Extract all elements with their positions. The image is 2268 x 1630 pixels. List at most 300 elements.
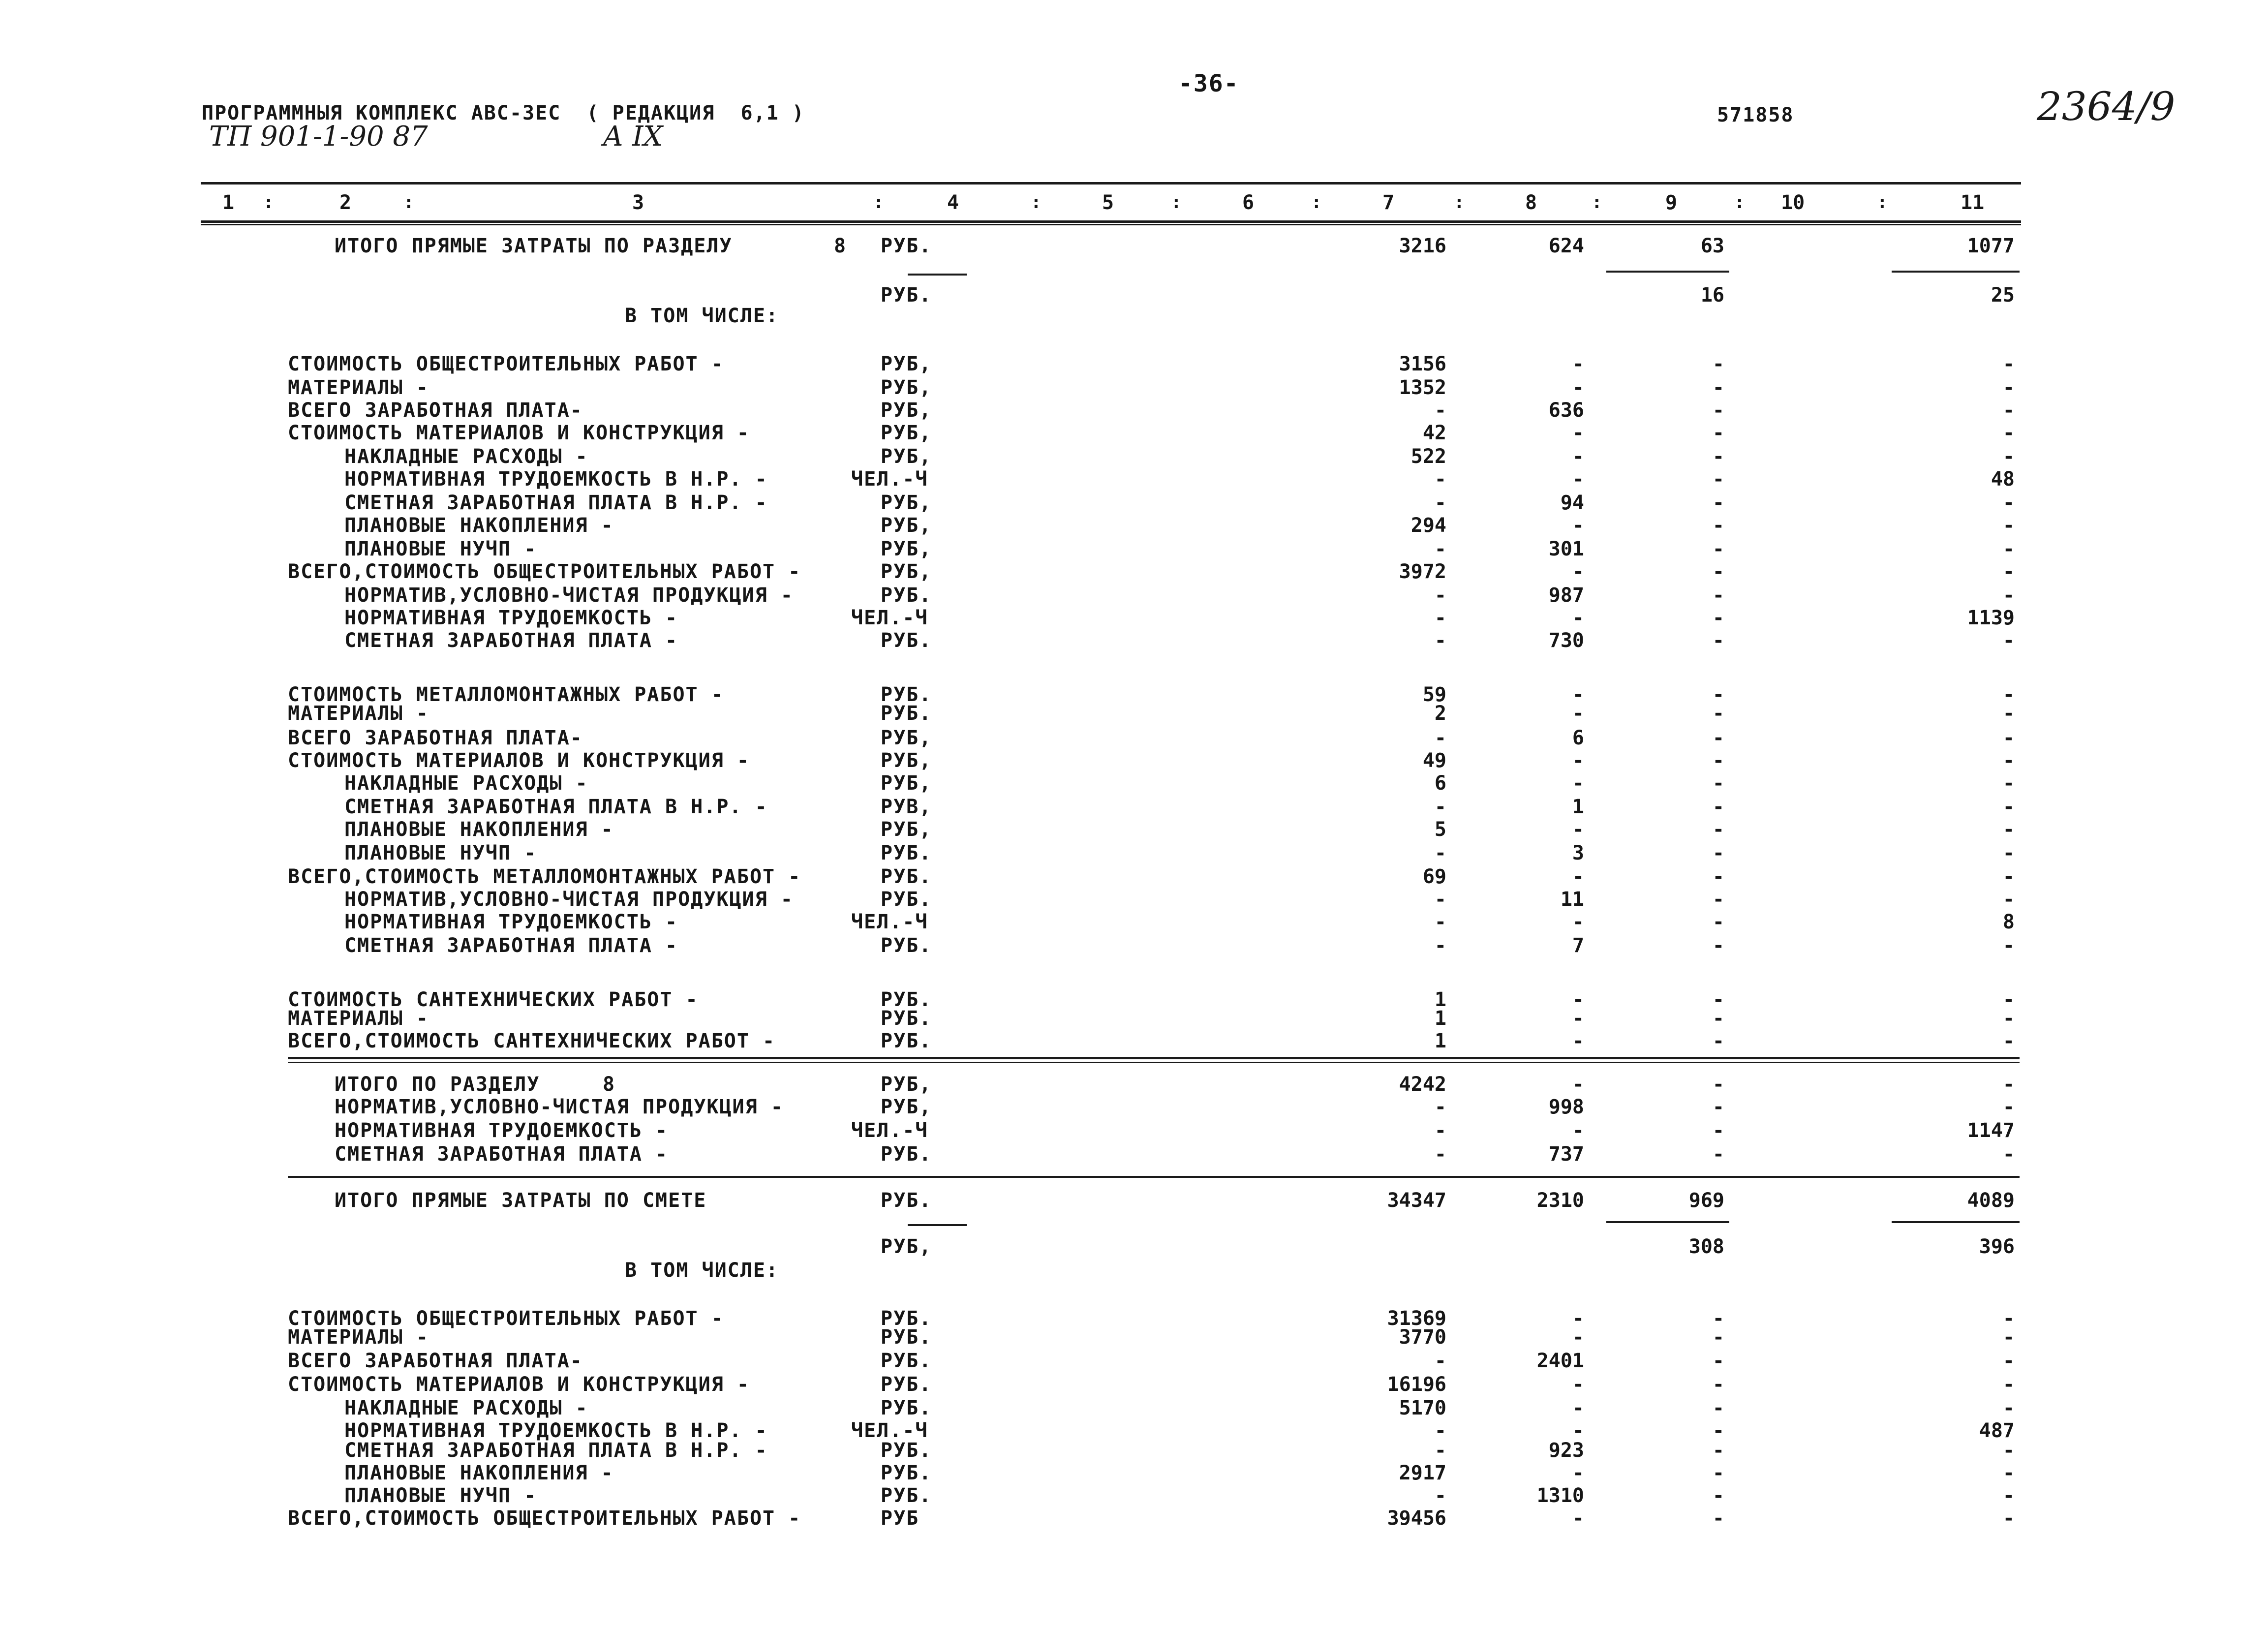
- unit-cell: РУБ.: [881, 1143, 932, 1166]
- row-label: НОРМАТИВНАЯ ТРУДОЕМКОСТЬ В Н.Р. -: [344, 468, 768, 491]
- value-c9: -: [1712, 353, 1724, 375]
- value-c9: -: [1712, 1439, 1724, 1462]
- row-label: НАКЛАДНЫЕ РАСХОДЫ -: [344, 445, 588, 468]
- unit-cell: РУБ,: [881, 353, 932, 375]
- value-c7: 3972: [1399, 560, 1446, 583]
- value-c8: -: [1572, 514, 1584, 537]
- unit-cell: РУБ.: [881, 1307, 932, 1330]
- unit-cell: РУБ,: [881, 1235, 932, 1258]
- value-c9: -: [1712, 1507, 1724, 1530]
- value-c9: -: [1712, 1073, 1724, 1096]
- value-c8: -: [1572, 1119, 1584, 1142]
- value-c11: -: [2002, 353, 2015, 375]
- value-c9: 308: [1688, 1235, 1724, 1258]
- row-label: НОРМАТИВ,УСЛОВНО-ЧИСТАЯ ПРОДУКЦИЯ -: [344, 584, 794, 607]
- unit-cell: РУБ.: [881, 1373, 932, 1396]
- unit-cell: РУБ.: [881, 988, 932, 1011]
- unit-cell: РУБ,: [881, 727, 932, 749]
- unit-cell: РУБ.: [881, 888, 932, 911]
- value-c11: 25: [1991, 284, 2015, 307]
- value-c11: -: [2002, 514, 2015, 537]
- value-c8: -: [1572, 702, 1584, 725]
- column-header-8: 8: [1525, 191, 1537, 214]
- value-c11: -: [2002, 1143, 2015, 1166]
- value-c11: -: [2002, 1484, 2015, 1507]
- unit-cell: РУБ.: [881, 934, 932, 957]
- row-label: ВСЕГО,СТОИМОСТЬ МЕТАЛЛОМОНТАЖНЫХ РАБОТ -: [288, 865, 801, 888]
- column-header-1: 1: [222, 191, 235, 214]
- unit-cell: РУБ,: [881, 772, 932, 795]
- row-label: СМЕТНАЯ ЗАРАБОТНАЯ ПЛАТА В Н.Р. -: [344, 492, 768, 514]
- value-c8: -: [1572, 422, 1584, 444]
- unit-cell: РУБ.: [881, 1350, 932, 1372]
- column-header-3: 3: [632, 191, 644, 214]
- sheet-mark: 2364/9: [2037, 84, 2176, 129]
- value-c7: 69: [1422, 865, 1446, 888]
- unit-cell: РУБ,: [881, 560, 932, 583]
- header-top-rule: [201, 182, 2021, 185]
- unit-cell: РУБ.: [881, 1030, 932, 1052]
- value-c7: 2: [1434, 702, 1446, 725]
- value-c8: -: [1572, 683, 1584, 706]
- row-label: ИТОГО ПО РАЗДЕЛУ: [335, 1073, 540, 1096]
- unit-cell: РУБ,: [881, 538, 932, 560]
- separator-rule: [908, 1224, 967, 1226]
- column-separator: :: [1171, 192, 1182, 213]
- unit-cell: РУБ.: [881, 1439, 932, 1462]
- unit-cell: РУВ,: [881, 796, 932, 818]
- project-code: ТП 901-1-90 87: [209, 121, 428, 153]
- value-c8: -: [1572, 772, 1584, 795]
- value-c11: -: [2002, 796, 2015, 818]
- unit-cell: РУБ.: [881, 584, 932, 607]
- page-number: -36-: [1178, 70, 1239, 97]
- value-c11: -: [2002, 988, 2015, 1011]
- value-c11: -: [2002, 772, 2015, 795]
- value-c11: -: [2002, 1462, 2015, 1484]
- unit-cell: РУБ.: [881, 683, 932, 706]
- value-c8: -: [1572, 468, 1584, 491]
- row-label: МАТЕРИАЛЫ -: [288, 702, 429, 725]
- value-c8: -: [1572, 818, 1584, 841]
- separator-rule: [201, 224, 2021, 225]
- value-c7: 1: [1434, 1007, 1446, 1030]
- value-c9: 969: [1688, 1189, 1724, 1212]
- value-c9: -: [1712, 538, 1724, 560]
- row-label: ВСЕГО ЗАРАБОТНАЯ ПЛАТА-: [288, 399, 583, 422]
- row-label: ВСЕГО ЗАРАБОТНАЯ ПЛАТА-: [288, 1350, 583, 1372]
- value-c8: 737: [1548, 1143, 1584, 1166]
- value-c9: -: [1712, 1419, 1724, 1442]
- value-c9: -: [1712, 514, 1724, 537]
- value-c11: -: [2002, 1030, 2015, 1052]
- row-label: СМЕТНАЯ ЗАРАБОТНАЯ ПЛАТА В Н.Р. -: [344, 1439, 768, 1462]
- value-c11: -: [2002, 376, 2015, 399]
- value-c9: -: [1712, 376, 1724, 399]
- value-c8: -: [1572, 1462, 1584, 1484]
- value-c7: 3770: [1399, 1326, 1446, 1349]
- unit-cell: РУБ.: [881, 629, 932, 652]
- value-c11: -: [2002, 702, 2015, 725]
- value-c7: -: [1434, 492, 1446, 514]
- value-c8: 3: [1572, 842, 1584, 864]
- unit-cell: РУБ,: [881, 749, 932, 772]
- unit-cell: РУБ.: [881, 1007, 932, 1030]
- value-c8: -: [1572, 1030, 1584, 1052]
- value-c11: -: [2002, 749, 2015, 772]
- value-c7: 1: [1434, 988, 1446, 1011]
- row-label: ПЛАНОВЫЕ НУЧП -: [344, 842, 537, 864]
- value-c7: -: [1434, 796, 1446, 818]
- row-label: СТОИМОСТЬ САНТЕХНИЧЕСКИХ РАБОТ -: [288, 988, 699, 1011]
- value-c9: -: [1712, 988, 1724, 1011]
- value-c8: -: [1572, 749, 1584, 772]
- value-c9: -: [1712, 1350, 1724, 1372]
- value-c7: 49: [1422, 749, 1446, 772]
- value-c8: -: [1572, 1326, 1584, 1349]
- value-c11: 48: [1991, 468, 2015, 491]
- value-c7: -: [1434, 629, 1446, 652]
- value-c11: -: [2002, 842, 2015, 864]
- row-label: СТОИМОСТЬ МАТЕРИАЛОВ И КОНСТРУКЦИЯ -: [288, 422, 750, 444]
- unit-cell: РУБ.: [881, 1484, 932, 1507]
- separator-rule: [288, 1062, 2020, 1063]
- unit-cell: РУБ,: [881, 1073, 932, 1096]
- document-code: 571858: [1717, 104, 1794, 126]
- value-c7: -: [1434, 1350, 1446, 1372]
- separator-rule: [288, 1057, 2020, 1059]
- unit-cell: РУБ,: [881, 492, 932, 514]
- value-c7: 522: [1410, 445, 1446, 468]
- value-c7: 6: [1434, 772, 1446, 795]
- value-c11: -: [2002, 445, 2015, 468]
- row-label: СТОИМОСТЬ МАТЕРИАЛОВ И КОНСТРУКЦИЯ -: [288, 749, 750, 772]
- separator-rule: [1892, 1221, 2020, 1223]
- unit-cell: РУБ,: [881, 1096, 932, 1118]
- value-c8: -: [1572, 607, 1584, 629]
- value-c8: -: [1572, 1307, 1584, 1330]
- row-label: СМЕТНАЯ ЗАРАБОТНАЯ ПЛАТА -: [344, 934, 678, 957]
- separator-rule: [1606, 1221, 1729, 1223]
- value-c9: -: [1712, 445, 1724, 468]
- column-separator: :: [873, 192, 884, 213]
- value-c11: 4089: [1967, 1189, 2015, 1212]
- value-c9: -: [1712, 399, 1724, 422]
- column-header-2: 2: [339, 191, 352, 214]
- section-number: 8: [834, 235, 847, 257]
- row-label: СТОИМОСТЬ ОБЩЕСТРОИТЕЛЬНЫХ РАБОТ -: [288, 1307, 724, 1330]
- value-c7: 294: [1410, 514, 1446, 537]
- header-bottom-rule: [201, 220, 2021, 223]
- unit-cell: ЧЕЛ.-Ч: [851, 607, 928, 629]
- value-c11: -: [2002, 1007, 2015, 1030]
- unit-cell: РУБ,: [881, 399, 932, 422]
- column-separator: :: [1031, 192, 1042, 213]
- value-c9: -: [1712, 934, 1724, 957]
- row-label: МАТЕРИАЛЫ -: [288, 1326, 429, 1349]
- unit-cell: РУБ,: [881, 514, 932, 537]
- value-c11: 487: [1979, 1419, 2015, 1442]
- value-c8: -: [1572, 1007, 1584, 1030]
- value-c11: -: [2002, 888, 2015, 911]
- row-label: ИТОГО ПРЯМЫЕ ЗАТРАТЫ ПО РАЗДЕЛУ: [335, 235, 733, 257]
- row-label: НОРМАТИВ,УСЛОВНО-ЧИСТАЯ ПРОДУКЦИЯ -: [335, 1096, 784, 1118]
- row-label: НОРМАТИВНАЯ ТРУДОЕМКОСТЬ В Н.Р. -: [344, 1419, 768, 1442]
- value-c11: -: [2002, 934, 2015, 957]
- column-header-7: 7: [1382, 191, 1395, 214]
- value-c11: -: [2002, 818, 2015, 841]
- value-c9: -: [1712, 1030, 1724, 1052]
- unit-cell: РУБ,: [881, 376, 932, 399]
- value-c11: -: [2002, 727, 2015, 749]
- value-c11: -: [2002, 1507, 2015, 1530]
- section-number: 8: [603, 1073, 616, 1096]
- value-c8: -: [1572, 1507, 1584, 1530]
- unit-cell: РУБ.: [881, 235, 932, 257]
- column-separator: :: [1311, 192, 1322, 213]
- unit-cell: РУБ,: [881, 818, 932, 841]
- value-c7: 42: [1422, 422, 1446, 444]
- value-c7: 3216: [1399, 235, 1446, 257]
- row-label: ПЛАНОВЫЕ НАКОПЛЕНИЯ -: [344, 818, 614, 841]
- unit-cell: ЧЕЛ.-Ч: [851, 911, 928, 933]
- album-number: А IX: [603, 121, 663, 153]
- value-c8: 1310: [1536, 1484, 1584, 1507]
- value-c7: 31369: [1387, 1307, 1446, 1330]
- value-c9: -: [1712, 492, 1724, 514]
- column-header-5: 5: [1102, 191, 1114, 214]
- row-label: НАКЛАДНЫЕ РАСХОДЫ -: [344, 772, 588, 795]
- value-c8: -: [1572, 560, 1584, 583]
- value-c9: -: [1712, 1007, 1724, 1030]
- value-c11: 1139: [1967, 607, 2015, 629]
- unit-cell: РУБ.: [881, 284, 932, 307]
- value-c9: -: [1712, 911, 1724, 933]
- program-title: ПРОГРАММНЫЯ КОМПЛЕКС АВС-3ЕС ( РЕДАКЦИЯ 6,1 ): [202, 102, 805, 124]
- value-c7: 34347: [1387, 1189, 1446, 1212]
- column-separator: :: [1877, 192, 1888, 213]
- value-c9: -: [1712, 1307, 1724, 1330]
- value-c8: 923: [1548, 1439, 1584, 1462]
- value-c7: -: [1434, 842, 1446, 864]
- value-c8: -: [1572, 376, 1584, 399]
- value-c9: -: [1712, 1484, 1724, 1507]
- row-label: ПЛАНОВЫЕ НУЧП -: [344, 538, 537, 560]
- value-c11: 396: [1979, 1235, 2015, 1258]
- column-header-9: 9: [1665, 191, 1678, 214]
- row-label: НОРМАТИВНАЯ ТРУДОЕМКОСТЬ -: [335, 1119, 669, 1142]
- value-c11: -: [2002, 399, 2015, 422]
- value-c8: 11: [1560, 888, 1584, 911]
- column-header-10: 10: [1781, 191, 1805, 214]
- unit-cell: ЧЕЛ.-Ч: [851, 1419, 928, 1442]
- value-c8: -: [1572, 1397, 1584, 1419]
- value-c9: -: [1712, 1096, 1724, 1118]
- value-c11: -: [2002, 865, 2015, 888]
- unit-cell: ЧЕЛ.-Ч: [851, 468, 928, 491]
- row-label: ИТОГО ПРЯМЫЕ ЗАТРАТЫ ПО СМЕТЕ: [335, 1189, 707, 1212]
- value-c9: -: [1712, 888, 1724, 911]
- value-c7: 2917: [1399, 1462, 1446, 1484]
- value-c9: -: [1712, 1397, 1724, 1419]
- unit-cell: ЧЕЛ.-Ч: [851, 1119, 928, 1142]
- value-c11: -: [2002, 1397, 2015, 1419]
- column-header-11: 11: [1961, 191, 1985, 214]
- value-c9: -: [1712, 865, 1724, 888]
- value-c11: -: [2002, 1096, 2015, 1118]
- row-label: ПЛАНОВЫЕ НАКОПЛЕНИЯ -: [344, 1462, 614, 1484]
- value-c9: 63: [1700, 235, 1724, 257]
- row-label: НАКЛАДНЫЕ РАСХОДЫ -: [344, 1397, 588, 1419]
- unit-cell: РУБ,: [881, 422, 932, 444]
- row-label: СМЕТНАЯ ЗАРАБОТНАЯ ПЛАТА В Н.Р. -: [344, 796, 768, 818]
- unit-cell: РУБ.: [881, 1462, 932, 1484]
- value-c11: -: [2002, 422, 2015, 444]
- value-c7: 5170: [1399, 1397, 1446, 1419]
- value-c8: -: [1572, 353, 1584, 375]
- value-c8: 7: [1572, 934, 1584, 957]
- value-c9: -: [1712, 422, 1724, 444]
- column-separator: :: [1454, 192, 1465, 213]
- value-c9: -: [1712, 772, 1724, 795]
- value-c7: -: [1434, 888, 1446, 911]
- row-label: В ТОМ ЧИСЛЕ:: [625, 1259, 779, 1282]
- row-label: НОРМАТИВ,УСЛОВНО-ЧИСТАЯ ПРОДУКЦИЯ -: [344, 888, 794, 911]
- value-c9: -: [1712, 1462, 1724, 1484]
- value-c7: -: [1434, 399, 1446, 422]
- value-c7: -: [1434, 1096, 1446, 1118]
- value-c8: 730: [1548, 629, 1584, 652]
- value-c7: -: [1434, 1439, 1446, 1462]
- column-separator: :: [263, 192, 274, 213]
- value-c11: 8: [2002, 911, 2015, 933]
- row-label: НОРМАТИВНАЯ ТРУДОЕМКОСТЬ -: [344, 607, 678, 629]
- value-c7: 1352: [1399, 376, 1446, 399]
- value-c9: -: [1712, 842, 1724, 864]
- value-c7: 5: [1434, 818, 1446, 841]
- value-c9: -: [1712, 1373, 1724, 1396]
- value-c9: -: [1712, 607, 1724, 629]
- value-c11: -: [2002, 560, 2015, 583]
- separator-rule: [1606, 271, 1729, 273]
- unit-cell: РУБ.: [881, 1326, 932, 1349]
- row-label: СМЕТНАЯ ЗАРАБОТНАЯ ПЛАТА -: [335, 1143, 669, 1166]
- value-c7: -: [1434, 1484, 1446, 1507]
- value-c8: -: [1572, 1419, 1584, 1442]
- value-c9: -: [1712, 749, 1724, 772]
- value-c7: -: [1434, 934, 1446, 957]
- value-c11: 1077: [1967, 235, 2015, 257]
- unit-cell: РУБ.: [881, 1189, 932, 1212]
- value-c7: 4242: [1399, 1073, 1446, 1096]
- unit-cell: РУБ.: [881, 865, 932, 888]
- value-c9: -: [1712, 683, 1724, 706]
- value-c8: 1: [1572, 796, 1584, 818]
- row-label: СТОИМОСТЬ МЕТАЛЛОМОНТАЖНЫХ РАБОТ -: [288, 683, 724, 706]
- separator-rule: [1892, 271, 2020, 273]
- value-c9: -: [1712, 727, 1724, 749]
- row-label: ВСЕГО,СТОИМОСТЬ ОБЩЕСТРОИТЕЛЬНЫХ РАБОТ -: [288, 560, 801, 583]
- value-c9: -: [1712, 702, 1724, 725]
- value-c11: -: [2002, 538, 2015, 560]
- unit-cell: РУБ.: [881, 842, 932, 864]
- value-c11: -: [2002, 1073, 2015, 1096]
- value-c8: 624: [1548, 235, 1584, 257]
- row-label: ПЛАНОВЫЕ НАКОПЛЕНИЯ -: [344, 514, 614, 537]
- value-c7: -: [1434, 911, 1446, 933]
- value-c7: 59: [1422, 683, 1446, 706]
- value-c8: 2310: [1536, 1189, 1584, 1212]
- value-c11: -: [2002, 683, 2015, 706]
- value-c7: 1: [1434, 1030, 1446, 1052]
- value-c8: 2401: [1536, 1350, 1584, 1372]
- unit-cell: РУБ.: [881, 702, 932, 725]
- unit-cell: РУБ: [881, 1507, 919, 1530]
- value-c8: -: [1572, 988, 1584, 1011]
- value-c8: 6: [1572, 727, 1584, 749]
- value-c9: -: [1712, 1119, 1724, 1142]
- value-c9: -: [1712, 796, 1724, 818]
- column-header-6: 6: [1242, 191, 1255, 214]
- value-c11: -: [2002, 584, 2015, 607]
- value-c9: -: [1712, 468, 1724, 491]
- value-c7: -: [1434, 1143, 1446, 1166]
- row-label: НОРМАТИВНАЯ ТРУДОЕМКОСТЬ -: [344, 911, 678, 933]
- value-c11: -: [2002, 629, 2015, 652]
- value-c8: -: [1572, 445, 1584, 468]
- value-c11: -: [2002, 1439, 2015, 1462]
- value-c8: -: [1572, 1073, 1584, 1096]
- unit-cell: РУБ.: [881, 1397, 932, 1419]
- value-c7: -: [1434, 584, 1446, 607]
- value-c8: 987: [1548, 584, 1584, 607]
- column-separator: :: [1592, 192, 1602, 213]
- row-label: ПЛАНОВЫЕ НУЧП -: [344, 1484, 537, 1507]
- value-c8: -: [1572, 911, 1584, 933]
- unit-cell: РУБ,: [881, 445, 932, 468]
- value-c11: -: [2002, 1307, 2015, 1330]
- row-label: ВСЕГО ЗАРАБОТНАЯ ПЛАТА-: [288, 727, 583, 749]
- value-c7: -: [1434, 1419, 1446, 1442]
- value-c9: -: [1712, 1143, 1724, 1166]
- separator-rule: [908, 274, 967, 276]
- value-c9: -: [1712, 1326, 1724, 1349]
- value-c7: 3156: [1399, 353, 1446, 375]
- row-label: В ТОМ ЧИСЛЕ:: [625, 305, 779, 327]
- value-c7: -: [1434, 1119, 1446, 1142]
- value-c9: -: [1712, 584, 1724, 607]
- value-c11: -: [2002, 492, 2015, 514]
- value-c7: -: [1434, 538, 1446, 560]
- column-separator: :: [1734, 192, 1745, 213]
- value-c8: 94: [1560, 492, 1584, 514]
- value-c11: -: [2002, 1373, 2015, 1396]
- row-label: СТОИМОСТЬ МАТЕРИАЛОВ И КОНСТРУКЦИЯ -: [288, 1373, 750, 1396]
- column-separator: :: [403, 192, 414, 213]
- row-label: ВСЕГО,СТОИМОСТЬ ОБЩЕСТРОИТЕЛЬНЫХ РАБОТ -: [288, 1507, 801, 1530]
- value-c8: 301: [1548, 538, 1584, 560]
- value-c7: -: [1434, 607, 1446, 629]
- value-c11: 1147: [1967, 1119, 2015, 1142]
- column-header-4: 4: [947, 191, 959, 214]
- value-c11: -: [2002, 1326, 2015, 1349]
- value-c9: -: [1712, 560, 1724, 583]
- value-c7: 39456: [1387, 1507, 1446, 1530]
- value-c8: -: [1572, 865, 1584, 888]
- row-label: МАТЕРИАЛЫ -: [288, 1007, 429, 1030]
- separator-rule: [288, 1176, 2020, 1178]
- row-label: СМЕТНАЯ ЗАРАБОТНАЯ ПЛАТА -: [344, 629, 678, 652]
